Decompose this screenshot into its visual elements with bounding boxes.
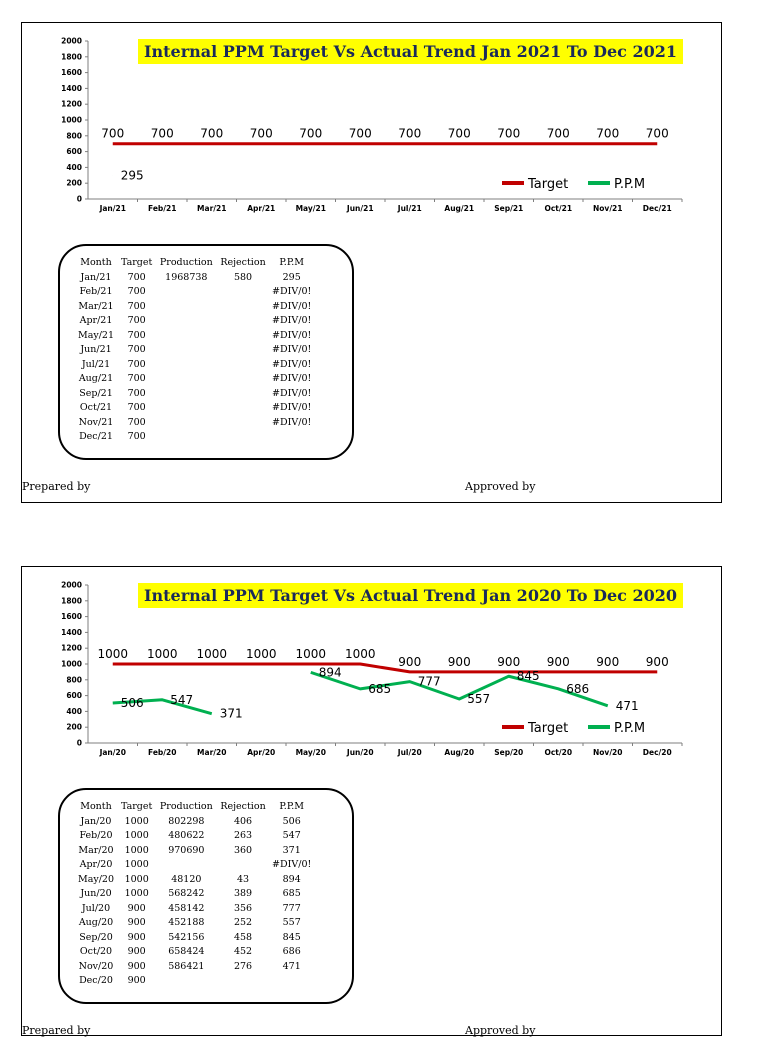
y-tick-label: 1600 [61, 612, 82, 621]
x-tick-label: Feb/20 [148, 748, 176, 757]
y-tick-label: 400 [66, 707, 82, 716]
table-cell: 580 [217, 271, 268, 286]
table-row [74, 931, 315, 946]
table-cell [217, 358, 268, 373]
table-cell: 568242 [155, 887, 217, 902]
table-cell [155, 416, 217, 431]
y-tick-label: 1000 [61, 660, 82, 669]
y-tick-label: 1400 [61, 628, 82, 637]
y-tick-label: 200 [66, 179, 82, 188]
table-cell: 43 [217, 873, 268, 888]
data-label: 700 [200, 127, 223, 141]
prepared-by-label: Prepared by [22, 480, 90, 493]
table-cell: 802298 [155, 815, 217, 830]
table-cell: Sep/20 [74, 931, 118, 946]
y-tick-label: 1000 [61, 116, 82, 125]
y-tick-label: 2000 [61, 581, 82, 590]
table-cell [217, 300, 268, 315]
data-table-box [58, 244, 354, 460]
table-row [74, 343, 315, 358]
data-label: 1000 [147, 647, 178, 661]
table-cell: 547 [269, 829, 315, 844]
y-tick-label: 0 [77, 739, 82, 748]
table-cell: #DIV/0! [269, 329, 315, 344]
table-cell: #DIV/0! [269, 387, 315, 402]
table-cell: 685 [269, 887, 315, 902]
table-row [74, 387, 315, 402]
table-cell: #DIV/0! [269, 300, 315, 315]
table-cell: 700 [118, 285, 155, 300]
x-tick-label: Feb/21 [148, 204, 176, 213]
y-tick-label: 1800 [61, 52, 82, 61]
table-cell: 360 [217, 844, 268, 859]
data-label: 557 [467, 692, 490, 706]
y-tick-label: 600 [66, 147, 82, 156]
table-cell: Feb/20 [74, 829, 118, 844]
data-label: 700 [398, 127, 421, 141]
table-cell: 700 [118, 300, 155, 315]
table-cell: 506 [269, 815, 315, 830]
x-tick-label: Mar/20 [197, 748, 226, 757]
table-row [74, 401, 315, 416]
table-cell: #DIV/0! [269, 858, 315, 873]
table-cell: 777 [269, 902, 315, 917]
data-label: 700 [250, 127, 273, 141]
data-label: 900 [547, 655, 570, 669]
data-label: 686 [566, 682, 589, 696]
x-tick-label: Sep/20 [494, 748, 523, 757]
table-cell: 458 [217, 931, 268, 946]
x-tick-label: Jul/20 [397, 748, 422, 757]
header-cell: P.P.M [269, 800, 315, 815]
table-cell: May/21 [74, 329, 118, 344]
data-label: 700 [448, 127, 471, 141]
table-cell: 276 [217, 960, 268, 975]
table-cell: Jul/20 [74, 902, 118, 917]
x-tick-label: May/21 [296, 204, 326, 213]
header-cell: Rejection [217, 256, 268, 271]
table-cell: #DIV/0! [269, 416, 315, 431]
y-tick-label: 1800 [61, 596, 82, 605]
table-cell: 700 [118, 372, 155, 387]
table-cell [269, 974, 315, 989]
table-cell: 700 [118, 314, 155, 329]
data-label: 900 [398, 655, 421, 669]
header-cell: Target [118, 800, 155, 815]
x-tick-label: Aug/21 [444, 204, 474, 213]
table-cell: 252 [217, 916, 268, 931]
x-tick-label: Nov/20 [593, 748, 623, 757]
data-label: 900 [448, 655, 471, 669]
table-cell [217, 329, 268, 344]
table-cell [155, 372, 217, 387]
table-cell [269, 430, 315, 445]
x-tick-label: May/20 [296, 748, 326, 757]
data-label: 1000 [345, 647, 376, 661]
header-cell: Month [74, 800, 118, 815]
table-cell: 700 [118, 430, 155, 445]
chart-title: Internal PPM Target Vs Actual Trend Jan 2020 To Dec 2020 [138, 583, 683, 608]
table-cell [155, 358, 217, 373]
table-cell: 700 [118, 401, 155, 416]
table-cell [217, 416, 268, 431]
table-cell [217, 343, 268, 358]
table-cell: 900 [118, 960, 155, 975]
ppm-data-table [74, 800, 315, 989]
table-cell: #DIV/0! [269, 314, 315, 329]
table-cell: 1000 [118, 873, 155, 888]
data-label: 700 [101, 127, 124, 141]
data-label: 1000 [196, 647, 227, 661]
table-cell: #DIV/0! [269, 372, 315, 387]
table-cell: Jan/20 [74, 815, 118, 830]
table-cell [217, 314, 268, 329]
table-row [74, 329, 315, 344]
table-cell: Apr/21 [74, 314, 118, 329]
approved-by-label: Approved by [465, 480, 535, 493]
table-cell: 900 [118, 916, 155, 931]
y-tick-label: 1400 [61, 84, 82, 93]
table-row [74, 285, 315, 300]
data-label: 1000 [295, 647, 326, 661]
series-line-P.P.M [311, 672, 608, 705]
approved-by-label: Approved by [465, 1024, 535, 1037]
x-tick-label: Aug/20 [444, 748, 474, 757]
table-cell: Apr/20 [74, 858, 118, 873]
data-label: 700 [547, 127, 570, 141]
table-row [74, 300, 315, 315]
data-label: 1000 [97, 647, 128, 661]
table-cell: 970690 [155, 844, 217, 859]
y-tick-label: 1200 [61, 100, 82, 109]
data-label: 777 [418, 675, 441, 689]
table-row [74, 974, 315, 989]
table-cell: Mar/20 [74, 844, 118, 859]
table-cell [155, 430, 217, 445]
table-cell: Oct/21 [74, 401, 118, 416]
table-cell: Sep/21 [74, 387, 118, 402]
x-tick-label: Apr/20 [247, 748, 275, 757]
y-tick-label: 1600 [61, 68, 82, 77]
data-label: 894 [319, 665, 342, 679]
table-cell [217, 372, 268, 387]
table-cell: 700 [118, 271, 155, 286]
table-cell [155, 300, 217, 315]
table-cell [155, 387, 217, 402]
table-row [74, 416, 315, 431]
x-tick-label: Dec/20 [643, 748, 672, 757]
table-row [74, 960, 315, 975]
table-cell: 356 [217, 902, 268, 917]
y-tick-label: 200 [66, 723, 82, 732]
table-row [74, 858, 315, 873]
table-cell: 406 [217, 815, 268, 830]
data-label: 900 [646, 655, 669, 669]
table-cell: 1968738 [155, 271, 217, 286]
data-label: 700 [646, 127, 669, 141]
table-cell [155, 401, 217, 416]
table-cell [217, 387, 268, 402]
data-label: 700 [151, 127, 174, 141]
table-cell: 900 [118, 974, 155, 989]
data-label: 471 [616, 699, 639, 713]
table-cell: 700 [118, 343, 155, 358]
table-row [74, 829, 315, 844]
table-cell: 1000 [118, 815, 155, 830]
table-cell [155, 329, 217, 344]
data-table-box [58, 788, 354, 1004]
table-cell: 557 [269, 916, 315, 931]
y-tick-label: 800 [66, 131, 82, 140]
table-cell: Dec/20 [74, 974, 118, 989]
header-cell: Production [155, 256, 217, 271]
x-tick-label: Dec/21 [643, 204, 672, 213]
table-cell: #DIV/0! [269, 401, 315, 416]
table-cell [217, 974, 268, 989]
x-tick-label: Sep/21 [494, 204, 523, 213]
table-cell [155, 314, 217, 329]
y-tick-label: 1200 [61, 644, 82, 653]
data-label: 900 [497, 655, 520, 669]
x-tick-label: Apr/21 [247, 204, 275, 213]
x-tick-label: Mar/21 [197, 204, 226, 213]
table-cell: Jan/21 [74, 271, 118, 286]
table-cell [217, 858, 268, 873]
data-label: 700 [349, 127, 372, 141]
table-cell: #DIV/0! [269, 343, 315, 358]
table-cell: Jun/20 [74, 887, 118, 902]
table-cell: #DIV/0! [269, 358, 315, 373]
table-cell [217, 401, 268, 416]
header-cell: Target [118, 256, 155, 271]
table-cell: 1000 [118, 829, 155, 844]
data-label: 700 [299, 127, 322, 141]
x-tick-label: Jul/21 [397, 204, 422, 213]
report-panel-2020 [21, 566, 722, 1036]
ppm-data-table [74, 256, 315, 445]
table-cell: 700 [118, 387, 155, 402]
table-cell: 263 [217, 829, 268, 844]
table-cell [217, 285, 268, 300]
table-row [74, 873, 315, 888]
table-cell: 1000 [118, 858, 155, 873]
table-cell: 480622 [155, 829, 217, 844]
table-cell: 845 [269, 931, 315, 946]
y-tick-label: 400 [66, 163, 82, 172]
table-row [74, 271, 315, 286]
x-tick-label: Oct/20 [544, 748, 572, 757]
table-row [74, 945, 315, 960]
report-panel-2021 [21, 22, 722, 503]
data-label: 900 [596, 655, 619, 669]
legend-label: Target [527, 177, 568, 192]
y-tick-label: 800 [66, 675, 82, 684]
y-tick-label: 0 [77, 195, 82, 204]
table-row [74, 314, 315, 329]
table-cell: 48120 [155, 873, 217, 888]
table-cell: 700 [118, 358, 155, 373]
table-cell: May/20 [74, 873, 118, 888]
table-cell: Oct/20 [74, 945, 118, 960]
table-cell: 900 [118, 931, 155, 946]
table-cell [155, 343, 217, 358]
data-label: 700 [497, 127, 520, 141]
table-cell: 686 [269, 945, 315, 960]
table-cell [155, 974, 217, 989]
table-header-row [74, 256, 315, 271]
legend-label: Target [527, 721, 568, 736]
table-cell: 586421 [155, 960, 217, 975]
table-cell [155, 858, 217, 873]
table-cell: Feb/21 [74, 285, 118, 300]
table-cell: Aug/20 [74, 916, 118, 931]
table-row [74, 844, 315, 859]
table-cell: Mar/21 [74, 300, 118, 315]
legend-label: P.P.M [614, 177, 645, 192]
table-cell: Nov/20 [74, 960, 118, 975]
table-cell [155, 285, 217, 300]
table-row [74, 372, 315, 387]
table-header-row [74, 800, 315, 815]
header-cell: Month [74, 256, 118, 271]
table-cell: 900 [118, 945, 155, 960]
table-cell: 894 [269, 873, 315, 888]
x-tick-label: Jan/21 [99, 204, 126, 213]
table-row [74, 887, 315, 902]
data-label: 685 [368, 682, 391, 696]
data-label: 700 [596, 127, 619, 141]
table-cell: 1000 [118, 844, 155, 859]
series-line-Target [113, 664, 658, 672]
table-cell: 471 [269, 960, 315, 975]
table-cell: 295 [269, 271, 315, 286]
table-cell: Dec/21 [74, 430, 118, 445]
chart-title: Internal PPM Target Vs Actual Trend Jan 2021 To Dec 2021 [138, 39, 683, 64]
x-tick-label: Jun/21 [346, 204, 374, 213]
table-row [74, 902, 315, 917]
data-label: 547 [170, 693, 193, 707]
x-tick-label: Jan/20 [99, 748, 126, 757]
table-cell: Jun/21 [74, 343, 118, 358]
header-cell: Rejection [217, 800, 268, 815]
header-cell: P.P.M [269, 256, 315, 271]
y-tick-label: 2000 [61, 37, 82, 46]
table-cell: #DIV/0! [269, 285, 315, 300]
x-tick-label: Jun/20 [346, 748, 374, 757]
table-cell: 700 [118, 329, 155, 344]
table-row [74, 430, 315, 445]
data-label: 506 [121, 696, 144, 710]
table-cell: Aug/21 [74, 372, 118, 387]
table-cell: 542156 [155, 931, 217, 946]
data-label: 1000 [246, 647, 277, 661]
y-tick-label: 600 [66, 691, 82, 700]
table-row [74, 815, 315, 830]
header-cell: Production [155, 800, 217, 815]
table-row [74, 358, 315, 373]
table-cell [217, 430, 268, 445]
x-tick-label: Nov/21 [593, 204, 623, 213]
table-cell: 700 [118, 416, 155, 431]
table-cell: 458142 [155, 902, 217, 917]
table-cell: 1000 [118, 887, 155, 902]
x-tick-label: Oct/21 [544, 204, 572, 213]
table-cell: Nov/21 [74, 416, 118, 431]
prepared-by-label: Prepared by [22, 1024, 90, 1037]
table-cell: 900 [118, 902, 155, 917]
data-label: 371 [220, 707, 243, 721]
table-cell: 389 [217, 887, 268, 902]
table-cell: 371 [269, 844, 315, 859]
legend-label: P.P.M [614, 721, 645, 736]
table-cell: 658424 [155, 945, 217, 960]
table-cell: 452 [217, 945, 268, 960]
table-cell: 452188 [155, 916, 217, 931]
data-label: 845 [517, 669, 540, 683]
table-row [74, 916, 315, 931]
data-label: 295 [121, 169, 144, 183]
table-cell: Jul/21 [74, 358, 118, 373]
